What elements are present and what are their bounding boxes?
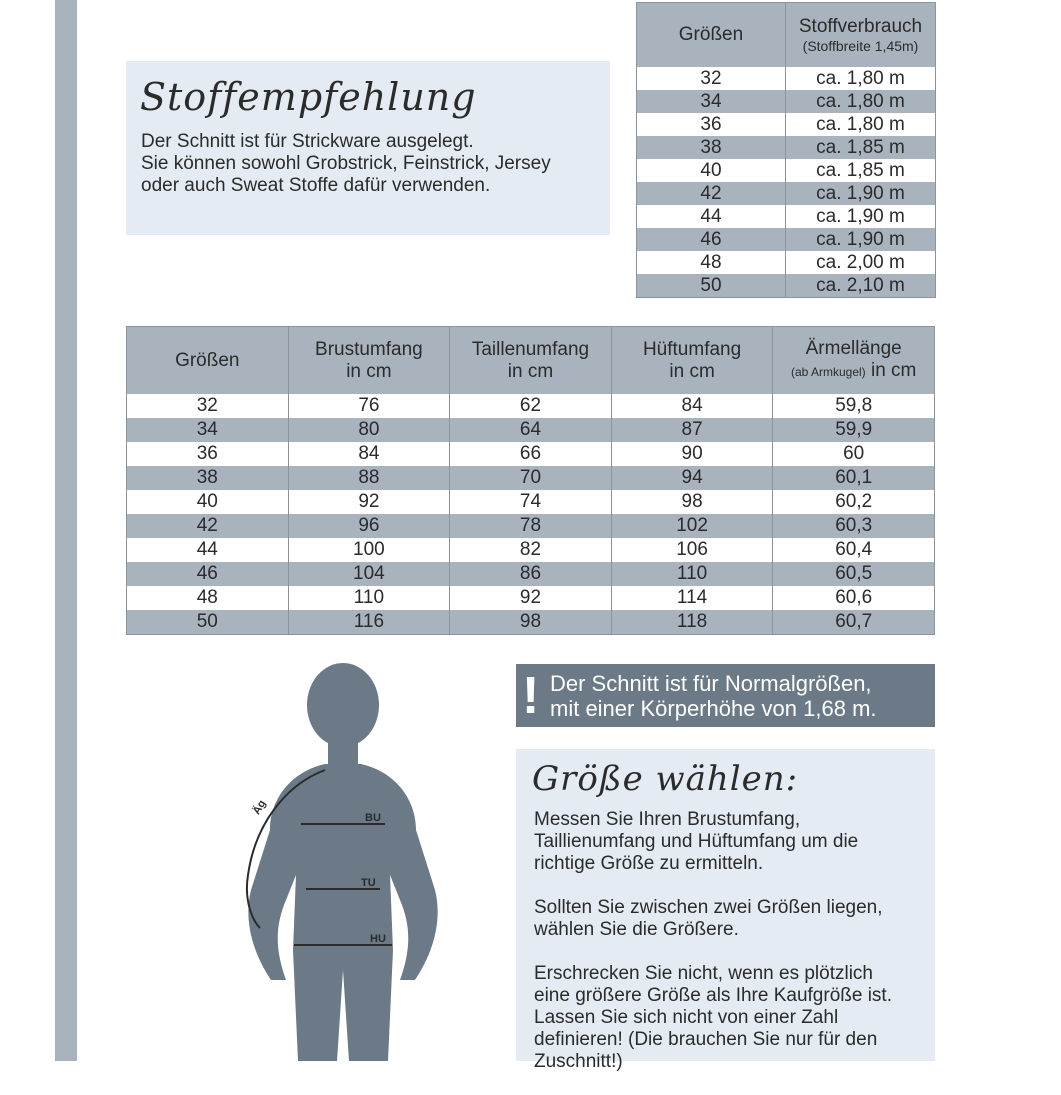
size-bust-cell: 84	[288, 442, 450, 466]
fabric-row	[637, 251, 936, 274]
choose-size-line: Erschrecken Sie nicht, wenn es plötzlich	[534, 963, 873, 984]
fabric-size-cell: 38	[637, 136, 786, 159]
figure-head	[307, 663, 379, 747]
choose-size-text	[534, 809, 892, 1095]
size-hip-cell: 90	[611, 442, 773, 466]
figure-torso	[248, 764, 437, 1061]
fabric-amount-cell: ca. 2,10 m	[786, 274, 936, 298]
fabric-row	[637, 90, 936, 113]
size-table	[126, 326, 935, 635]
choose-size-line: eine größere Größe als Ihre Kaufgröße ist.	[534, 985, 892, 1006]
fabric-recommendation-box	[126, 61, 610, 235]
fabric-amount-cell: ca. 1,85 m	[786, 159, 936, 182]
notice-line: mit einer Körperhöhe von 1,68 m.	[550, 696, 877, 721]
recommendation-text	[141, 131, 551, 197]
size-row	[127, 538, 935, 562]
fabric-amount-cell: ca. 1,90 m	[786, 228, 936, 251]
size-hip-cell: 98	[611, 490, 773, 514]
fabric-size-cell: 34	[637, 90, 786, 113]
choose-size-box	[516, 749, 935, 1072]
fabric-row	[637, 113, 936, 136]
bust-label: BU	[365, 812, 381, 824]
size-sleeve-cell: 59,8	[773, 394, 935, 418]
fabric-size-cell: 44	[637, 205, 786, 228]
size-sleeve-cell: 59,9	[773, 418, 935, 442]
size-size-cell: 36	[127, 442, 289, 466]
size-hip-cell: 118	[611, 610, 773, 635]
fabric-amount-cell: ca. 1,85 m	[786, 136, 936, 159]
size-waist-cell: 70	[450, 466, 612, 490]
choose-size-line: Messen Sie Ihren Brustumfang,	[534, 809, 801, 830]
size-row	[127, 466, 935, 490]
size-sleeve-cell: 60,6	[773, 586, 935, 610]
size-header-bust	[288, 327, 450, 395]
fabric-amount-cell: ca. 1,90 m	[786, 205, 936, 228]
choose-size-line: richtige Größe zu ermitteln.	[534, 853, 764, 874]
fabric-row	[637, 182, 936, 205]
size-row	[127, 514, 935, 538]
size-hip-cell: 102	[611, 514, 773, 538]
size-bust-cell: 76	[288, 394, 450, 418]
size-header-hip-label: Hüftumfang	[642, 338, 742, 360]
choose-size-paragraph	[534, 809, 892, 875]
size-hip-cell: 94	[611, 466, 773, 490]
size-hip-cell: 110	[611, 562, 773, 586]
figure-neck	[328, 740, 358, 766]
fabric-header-size: Größen	[637, 3, 786, 68]
size-waist-cell: 98	[450, 610, 612, 635]
choose-size-line: definieren! (Die brauchen Sie nur für den	[534, 1029, 878, 1050]
fabric-header-consumption-label: Stoffverbrauch	[798, 16, 923, 37]
size-row	[127, 394, 935, 418]
fabric-row	[637, 205, 936, 228]
size-header-waist-label: Taillenumfang	[471, 338, 590, 360]
size-bust-cell: 96	[288, 514, 450, 538]
choose-size-title: Größe wählen:	[532, 759, 799, 799]
fabric-size-cell: 50	[637, 274, 786, 298]
size-hip-cell: 87	[611, 418, 773, 442]
choose-size-paragraph	[534, 963, 892, 1073]
fabric-amount-cell: ca. 2,00 m	[786, 251, 936, 274]
size-bust-cell: 104	[288, 562, 450, 586]
size-size-cell: 34	[127, 418, 289, 442]
size-sleeve-cell: 60,4	[773, 538, 935, 562]
size-header-sleeve-note: (ab Armkugel)	[790, 365, 866, 379]
fabric-size-cell: 40	[637, 159, 786, 182]
size-waist-cell: 66	[450, 442, 612, 466]
fabric-size-cell: 36	[637, 113, 786, 136]
fabric-size-cell: 46	[637, 228, 786, 251]
size-waist-cell: 86	[450, 562, 612, 586]
size-waist-cell: 92	[450, 586, 612, 610]
size-header-waist	[450, 327, 612, 395]
exclamation-icon: !	[522, 667, 540, 725]
fabric-consumption-table	[636, 2, 936, 298]
fabric-size-cell: 42	[637, 182, 786, 205]
fabric-size-cell: 32	[637, 67, 786, 90]
size-size-cell: 38	[127, 466, 289, 490]
size-sleeve-cell: 60,7	[773, 610, 935, 635]
body-silhouette	[248, 663, 437, 1061]
recommendation-line: Sie können sowohl Grobstrick, Feinstrick, Jersey	[141, 153, 551, 174]
fabric-amount-cell: ca. 1,80 m	[786, 113, 936, 136]
fabric-size-cell: 48	[637, 251, 786, 274]
size-size-cell: 42	[127, 514, 289, 538]
fabric-amount-cell: ca. 1,90 m	[786, 182, 936, 205]
choose-size-line: wählen Sie die Größere.	[534, 919, 739, 940]
size-row	[127, 562, 935, 586]
choose-size-line: Zuschnitt!)	[534, 1051, 623, 1072]
side-bar	[55, 0, 77, 1061]
size-size-cell: 32	[127, 394, 289, 418]
size-sleeve-cell: 60,1	[773, 466, 935, 490]
size-header-hip-unit: in cm	[669, 360, 715, 382]
choose-size-line: Lassen Sie sich nicht von einer Zahl	[534, 1007, 839, 1028]
size-sleeve-cell: 60,2	[773, 490, 935, 514]
size-sleeve-cell: 60	[773, 442, 935, 466]
size-row	[127, 418, 935, 442]
choose-size-line: Taillienumfang und Hüftumfang um die	[534, 831, 859, 852]
recommendation-line: oder auch Sweat Stoffe dafür verwenden.	[141, 175, 491, 196]
sleeve-label: Äg	[250, 797, 269, 817]
size-waist-cell: 74	[450, 490, 612, 514]
size-size-cell: 40	[127, 490, 289, 514]
recommendation-line: Der Schnitt ist für Strickware ausgelegt.	[141, 131, 474, 152]
size-size-cell: 48	[127, 586, 289, 610]
size-header-sleeve-unit: in cm	[865, 360, 917, 381]
fabric-amount-cell: ca. 1,80 m	[786, 67, 936, 90]
size-size-cell: 46	[127, 562, 289, 586]
body-measurement-figure	[230, 660, 470, 1061]
size-bust-cell: 100	[288, 538, 450, 562]
size-waist-cell: 62	[450, 394, 612, 418]
size-bust-cell: 110	[288, 586, 450, 610]
fabric-header-consumption	[786, 3, 936, 68]
normal-size-notice	[516, 664, 935, 727]
size-row	[127, 586, 935, 610]
size-header-waist-unit: in cm	[507, 360, 554, 382]
choose-size-line: Sollten Sie zwischen zwei Größen liegen,	[534, 897, 883, 918]
size-size-cell: 44	[127, 538, 289, 562]
size-hip-cell: 84	[611, 394, 773, 418]
size-row	[127, 442, 935, 466]
size-sleeve-cell: 60,3	[773, 514, 935, 538]
size-hip-cell: 114	[611, 586, 773, 610]
recommendation-title: Stoffempfehlung	[140, 75, 477, 119]
size-bust-cell: 80	[288, 418, 450, 442]
fabric-amount-cell: ca. 1,80 m	[786, 90, 936, 113]
choose-size-paragraph	[534, 897, 892, 941]
waist-label: TU	[361, 877, 376, 889]
size-header-sleeve	[773, 327, 935, 395]
size-sleeve-cell: 60,5	[773, 562, 935, 586]
fabric-row	[637, 159, 936, 182]
notice-text	[550, 671, 877, 721]
size-header-sleeve-label: Ärmellänge	[805, 338, 902, 359]
size-bust-cell: 88	[288, 466, 450, 490]
size-row	[127, 610, 935, 635]
fabric-row	[637, 136, 936, 159]
size-bust-cell: 92	[288, 490, 450, 514]
fabric-row	[637, 67, 936, 90]
hip-label: HU	[370, 933, 386, 945]
size-header-bust-unit: in cm	[346, 360, 392, 382]
fabric-header-width: (Stoffbreite 1,45m)	[802, 38, 919, 54]
size-size-cell: 50	[127, 610, 289, 635]
size-header-size: Größen	[127, 327, 289, 395]
size-waist-cell: 64	[450, 418, 612, 442]
fabric-row	[637, 274, 936, 298]
size-row	[127, 490, 935, 514]
size-header-hip	[611, 327, 773, 395]
notice-line: Der Schnitt ist für Normalgrößen,	[550, 671, 872, 696]
size-waist-cell: 78	[450, 514, 612, 538]
size-header-bust-label: Brustumfang	[315, 338, 423, 360]
size-waist-cell: 82	[450, 538, 612, 562]
size-hip-cell: 106	[611, 538, 773, 562]
size-bust-cell: 116	[288, 610, 450, 635]
fabric-row	[637, 228, 936, 251]
